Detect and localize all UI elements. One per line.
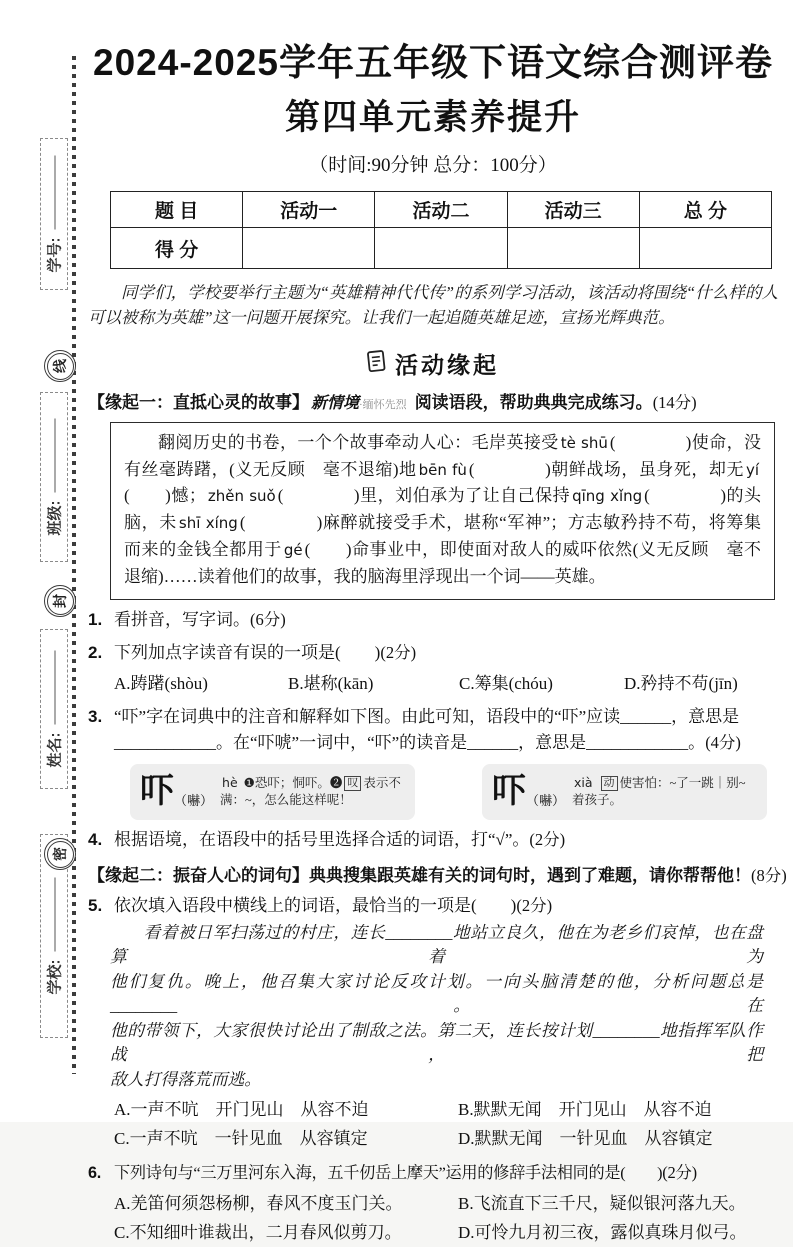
class-field	[40, 392, 68, 562]
question-4	[88, 827, 778, 853]
document-icon	[366, 349, 389, 378]
class-label: 班级:	[46, 500, 64, 536]
seal-dotted-line	[72, 56, 76, 1074]
question-score: (2分)	[380, 642, 417, 662]
question-6	[88, 1160, 778, 1186]
question-text: 根据语境，在语段中的括号里选择合适的词语，打“√”。	[114, 829, 530, 849]
question-score: (2分)	[516, 895, 553, 915]
paper-subtitle: 第四单元素养提升	[284, 98, 581, 138]
dict-definition: hè ❶恐吓；恫吓。❷ 叹 表示不满：~，怎么能这样呢！	[220, 774, 401, 808]
question-3	[88, 704, 778, 756]
question-5-passage	[110, 921, 763, 1093]
score-table-header-row	[111, 192, 772, 228]
question-number: 6.	[88, 1164, 101, 1183]
intro-paragraph: 同学们，学校要举行主题为“英雄精神代代传”的系列学习活动，该活动将围绕“什么样的人可以被称为英雄”这一问题开展探究。让我们一起追随英雄足迹，宣扬光辉典范。	[88, 283, 778, 328]
question-score: (2分)	[529, 829, 566, 849]
question-2	[88, 640, 778, 666]
class-blank	[55, 419, 56, 493]
dict-headword: 吓	[492, 772, 526, 810]
option-c: C.筹 •集(chóu)	[459, 670, 624, 697]
new-context-badge: 新情境	[311, 394, 360, 412]
student-id-blank	[55, 156, 56, 230]
question-number: 3.	[88, 706, 103, 726]
question-number: 1.	[88, 609, 103, 629]
dictionary-entry-he	[130, 764, 415, 820]
option-b: B.飞流直下三千尺，疑似银河落九天。	[458, 1194, 746, 1214]
score-table-score-row	[111, 228, 772, 269]
score-cell	[507, 228, 639, 269]
seal-char-mi: 密	[44, 838, 76, 870]
question-text: 下列诗句与“三万里河东入海，五千仞岳上摩天”运用的修辞手法相同的是( )	[114, 1164, 663, 1183]
question-6-options	[88, 1189, 778, 1247]
origin2-heading: 【缘起二：振奋人心的词句】	[88, 865, 309, 885]
question-1	[88, 607, 778, 633]
name-blank	[55, 651, 56, 725]
option-d: D.矜 •持不苟(jīn)	[624, 670, 738, 697]
score-table-header: 总 分	[639, 192, 771, 228]
score-cell	[375, 228, 507, 269]
dictionary-entry-xia	[482, 764, 767, 820]
passage-line: 而来的金钱全都用于 gé ( )命事业中，即使面对敌人的威吓 •依然(义无反顾 毫不	[124, 537, 761, 564]
score-cell	[639, 228, 771, 269]
passage-line: 脑，未 shī xíng ( )麻醉就接受手术，堪称“军神”；方志敏矜持不苟，将筹集	[124, 513, 761, 533]
question-text: 下列加点字读音有误的一项是( )	[114, 642, 381, 662]
origin1-heading-line	[88, 388, 778, 413]
passage-line: 有丝毫踌躇，(义无反顾 毫不退缩)地 bēn fù ( )朝鲜战场，虽身死，却无 yí	[124, 459, 760, 479]
option-c: C.不知细叶谁裁出，二月春风似剪刀。	[114, 1223, 402, 1243]
origin2-text: 典典搜集跟英雄有关的词句时，遇到了难题，请你帮帮他！	[309, 865, 751, 885]
section-header	[88, 347, 778, 380]
option-a: A.羌笛何须怨杨柳，春风不度玉门关。	[114, 1194, 403, 1214]
dict-traditional-form: （嚇）	[526, 792, 566, 808]
origin1-heading: 【缘起一：直抵心灵的故事】	[88, 392, 309, 412]
score-table-header: 活动二	[375, 192, 507, 228]
main-content	[88, 40, 787, 1247]
time-total-info: （时间:90分钟 总分：100分）	[309, 155, 557, 177]
name-label: 姓名:	[46, 732, 64, 768]
option-b: B.堪 •称(kān)	[288, 670, 459, 697]
paper-title: 2024-2025学年五年级下语文综合测评卷	[93, 42, 773, 83]
question-number: 2.	[88, 642, 103, 662]
question-number: 5.	[88, 895, 103, 915]
question-5-options	[88, 1095, 778, 1153]
passage-line: 翻阅历史的书卷，一个个故事牵动人心：毛岸英接受 tè shū ( )使命，没	[158, 432, 762, 452]
origin2-heading-line	[88, 861, 787, 886]
seal-char-line: 线	[44, 350, 76, 382]
student-id-label: 学号:	[46, 237, 64, 273]
passage-line: 他的带领下，大家很快讨论出了制敌之法。第二天，连长按计划________地指挥军队作战，把	[110, 1020, 763, 1065]
passage-line: ( )憾； zhěn suǒ ( )里，刘伯承为了让自己保持 qīng xǐng ( )的头	[124, 486, 761, 506]
passage-line: 敌人打得落荒而逃。	[110, 1069, 262, 1089]
passage-line: 退缩)……读着他们的故事，我的脑海里浮现出一个词——英雄。	[124, 566, 606, 586]
score-table-header: 题 目	[111, 192, 243, 228]
badge-subtext: ·缅怀先烈	[359, 398, 407, 411]
dict-traditional-form: （嚇）	[174, 792, 214, 808]
dict-definition: xià 动 使害怕：~了一跳｜别~着孩子。	[572, 774, 746, 808]
section-title: 活动缘起	[395, 352, 499, 378]
dict-headword: 吓	[140, 772, 174, 810]
question-score: (4分)	[705, 732, 741, 752]
score-table	[110, 191, 772, 269]
option-d: D.默默无闻 一针见血 从容镇定	[458, 1129, 713, 1149]
origin1-score: (14分)	[652, 392, 697, 412]
score-cell	[243, 228, 375, 269]
reading-passage-box	[110, 422, 775, 600]
passage-line: 他们复仇。晚上，他召集大家讨论反攻计划。一向头脑清楚的他，分析问题总是________。在	[110, 971, 763, 1016]
dictionary-entries	[130, 764, 778, 820]
origin2-score: (8分)	[751, 865, 787, 885]
option-b: B.默默无闻 开门见山 从容不迫	[458, 1100, 712, 1120]
option-d: D.可怜九月初三夜，露似真珠月似弓。	[458, 1223, 747, 1243]
question-text-line2: ____________。在“吓唬”一词中，“吓”的读音是______，意思是____________。	[114, 732, 706, 752]
question-text: 依次填入语段中横线上的词语，最恰当的一项是( )	[114, 895, 517, 915]
origin1-instruction: 阅读语段，帮助典典完成练习。	[414, 392, 653, 412]
option-c: C.一声不吭 一针见血 从容镇定	[114, 1129, 368, 1149]
score-table-header: 活动三	[507, 192, 639, 228]
question-text-line1: “吓”字在词典中的注音和解释如下图。由此可知，语段中的“吓”应读______，意思是	[114, 706, 740, 726]
name-field	[40, 629, 68, 789]
question-number: 4.	[88, 829, 103, 849]
score-table-header: 活动一	[243, 192, 375, 228]
passage-line: 看着被日军扫荡过的村庄，连长________地站立良久，他在为老乡们哀悼，也在盘算着为	[110, 922, 763, 967]
option-a: A.一声不吭 开门见山 从容不迫	[114, 1100, 369, 1120]
option-a: A.踌躇 •(shòu)	[114, 670, 288, 697]
question-5	[88, 893, 778, 919]
question-score: (6分)	[250, 609, 286, 629]
question-2-options	[88, 670, 778, 697]
score-row-label: 得 分	[111, 228, 243, 269]
question-text: 看拼音，写字词。	[114, 609, 250, 629]
seal-char-feng: 封	[44, 585, 76, 617]
student-id-field	[40, 138, 68, 290]
school-label: 学校:	[46, 959, 64, 995]
question-score: (2分)	[662, 1163, 697, 1183]
school-blank	[55, 878, 56, 952]
